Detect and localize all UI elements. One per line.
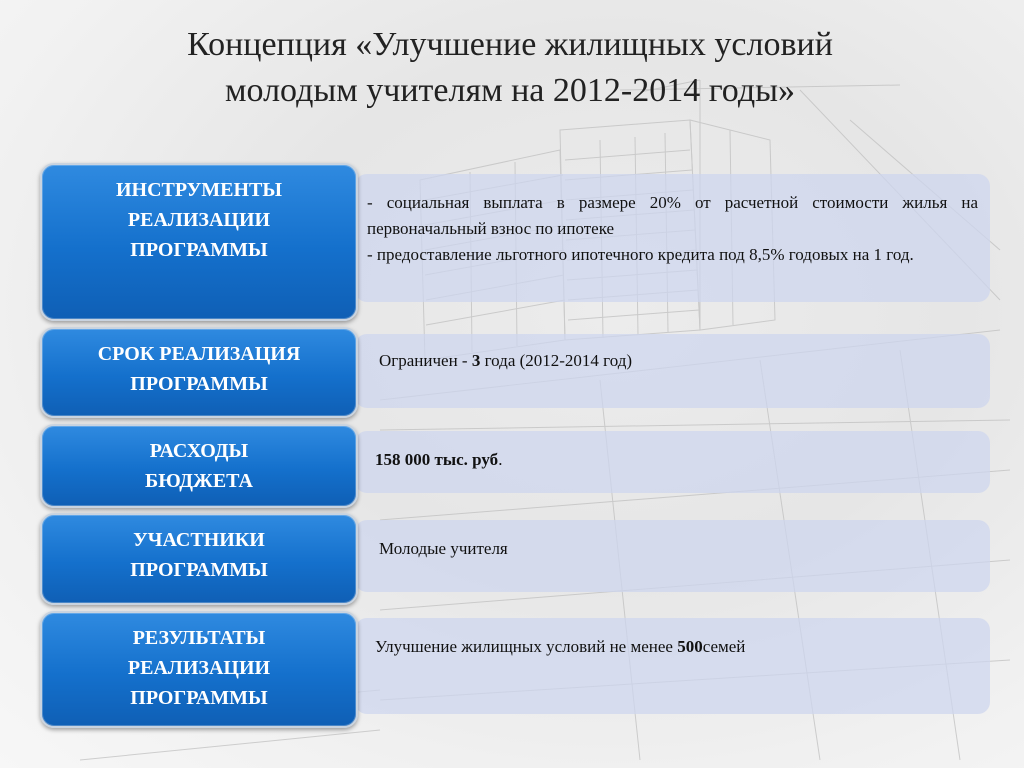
participants-text: Молодые учителя [379, 539, 508, 558]
results-text-post: семей [702, 637, 746, 656]
label-participants-text: УЧАСТНИКИ ПРОГРАММЫ [130, 529, 268, 581]
label-results [40, 611, 358, 728]
label-participants [40, 513, 358, 605]
label-budget-text: РАСХОДЫ БЮДЖЕТА [145, 440, 253, 492]
results-text-pre: Улучшение жилищных условий не менее [375, 637, 678, 656]
term-years: 3 [471, 351, 481, 370]
content-box-participants [355, 520, 990, 592]
results-count: 500 [677, 637, 703, 656]
label-instruments-text: ИНСТРУМЕНТЫ РЕАЛИЗАЦИИ ПРОГРАММЫ [115, 179, 283, 261]
instrument-item-1: - социальная выплата в размере 20% от расчетной стоимости жилья на первоначальный взнос по ипотеке [367, 193, 978, 238]
term-text-pre: Ограничен - [379, 351, 472, 370]
content-box-term [355, 334, 990, 408]
label-budget [40, 424, 358, 508]
budget-amount: 158 000 тыс. руб [375, 450, 499, 469]
label-term-text: СРОК РЕАЛИЗАЦИЯ ПРОГРАММЫ [97, 343, 301, 395]
content-box-instruments [355, 174, 990, 302]
budget-suffix: . [498, 450, 503, 469]
content-box-results [355, 618, 990, 714]
title-line-1: Концепция «Улучшение жилищных условий [187, 26, 833, 63]
title-line-2: молодым учителям на 2012-2014 годы» [225, 72, 795, 109]
label-term [40, 327, 358, 418]
content-box-budget [355, 431, 990, 493]
page-title [60, 22, 960, 114]
instrument-item-2: - предоставление льготного ипотечного кредита под 8,5% годовых на 1 год. [367, 245, 914, 264]
term-text-post: года (2012-2014 год) [480, 351, 633, 370]
label-instruments [40, 163, 358, 321]
label-results-text: РЕЗУЛЬТАТЫ РЕАЛИЗАЦИИ ПРОГРАММЫ [127, 627, 271, 709]
